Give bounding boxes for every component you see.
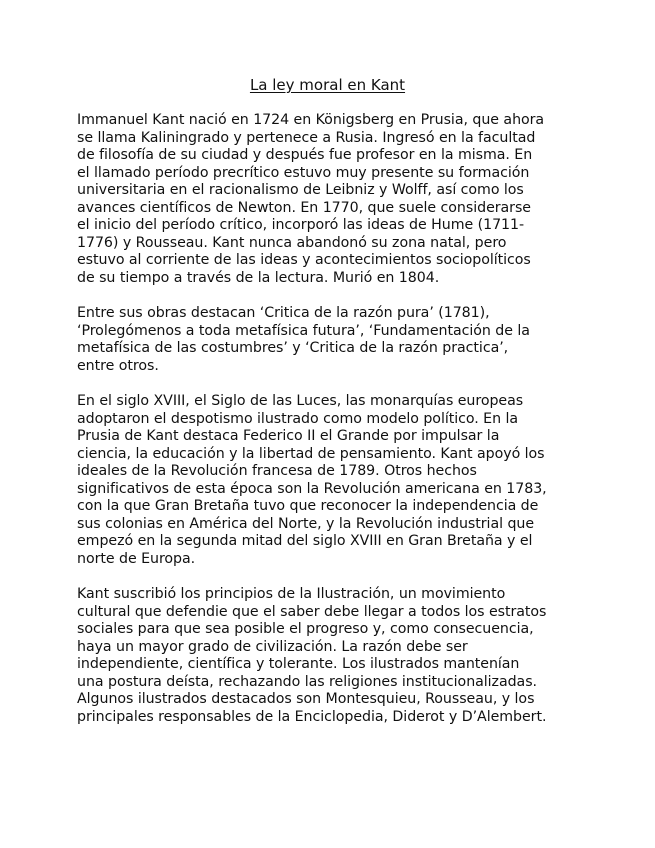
paragraph-historical-context	[77, 393, 655, 568]
text-line: independiente, científica y tolerante. Los ilustrados mantenían	[77, 656, 520, 672]
text-line: adoptaron el despotismo ilustrado como modelo político. En la	[77, 410, 519, 427]
text-line: una postura deísta, rechazando las religiones institucionalizadas.	[77, 673, 538, 690]
text-line: avances científicos de Newton. En 1770, que suele considerarse	[77, 199, 531, 216]
text-line: de filosofía de su ciudad y después fue profesor en la misma. En	[77, 147, 533, 163]
text-line: el inicio del período crítico, incorporó las ideas de Hume (1711-	[77, 217, 525, 233]
text-line: sociales para que sea posible el progreso y, como consecuencia,	[77, 621, 534, 637]
paragraph-enlightenment	[77, 586, 655, 726]
text-line: empezó en la segunda mitad del siglo XVIII en Gran Bretaña y el	[77, 533, 533, 549]
text-line: estuvo al corriente de las ideas y acontecimientos sociopolíticos	[77, 252, 531, 268]
text-line: de su tiempo a través de la lectura. Murió en 1804.	[77, 269, 440, 286]
paragraph-biography	[77, 112, 655, 287]
text-line: metafísica de las costumbres’ y ‘Critica de la razón practica’,	[77, 340, 509, 356]
text-line: En el siglo XVIII, el Siglo de las Luces, las monarquías europeas	[77, 393, 524, 409]
text-line: con la que Gran Bretaña tuvo que reconocer la independencia de	[77, 498, 539, 514]
text-line: cultural que defendie que el saber debe llegar a todos los estratos	[77, 603, 547, 620]
text-line: ciencia, la educación y la libertad de pensamiento. Kant apoyó los	[77, 445, 545, 462]
text-line: se llama Kaliningrado y pertenece a Rusia. Ingresó en la facultad	[77, 129, 536, 146]
text-line: significativos de esta época son la Revolución americana en 1783,	[77, 480, 547, 497]
text-line: norte de Europa.	[77, 550, 196, 567]
paragraph-works	[77, 305, 655, 375]
text-line: el llamado período precrítico estuvo muy presente su formación	[77, 164, 530, 181]
text-line: Algunos ilustrados destacados son Montesquieu, Rousseau, y los	[77, 691, 535, 707]
text-line: universitaria en el racionalismo de Leibniz y Wolff, así como los	[77, 182, 524, 198]
text-line: Kant suscribió los principios de la Ilustración, un movimiento	[77, 586, 506, 602]
text-line: Prusia de Kant destaca Federico II el Grande por impulsar la	[77, 428, 500, 444]
text-line: haya un mayor grado de civilización. La razón debe ser	[77, 638, 468, 655]
page-title: La ley moral en Kant	[249, 76, 406, 94]
document-body	[77, 112, 655, 744]
text-line: ‘Prolegómenos a toda metafísica futura’, ‘Fundamentación de la	[77, 322, 530, 339]
text-line: entre otros.	[77, 357, 159, 374]
text-line: sus colonias en América del Norte, y la Revolución industrial que	[77, 515, 535, 532]
text-line: principales responsables de la Enciclopedia, Diderot y D’Alembert.	[77, 708, 547, 725]
text-line: 1776) y Rousseau. Kant nunca abandonó su zona natal, pero	[77, 234, 507, 251]
text-line: Immanuel Kant nació en 1724 en Königsberg en Prusia, que ahora	[77, 112, 545, 128]
text-line: Entre sus obras destacan ‘Critica de la razón pura’ (1781),	[77, 305, 490, 321]
text-line: ideales de la Revolución francesa de 1789. Otros hechos	[77, 463, 477, 479]
